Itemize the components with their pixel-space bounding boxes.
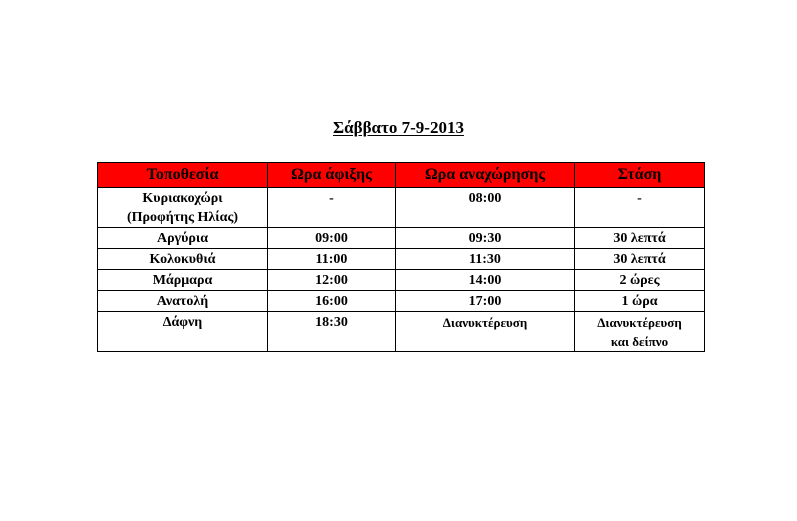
stop-text: 1 ώρα [621,294,658,309]
location-cell [98,291,268,312]
stop-cell [575,270,705,291]
departure-cell: 17:00 [396,291,575,312]
location-cell [98,228,268,249]
location-name: Μάρμαρα [152,273,213,288]
location-cell [98,249,268,270]
table-row [98,188,705,228]
arrival-cell: 12:00 [268,270,396,291]
location-name: Αργύρια [156,231,209,246]
page-title: Σάββατο 7-9-2013 [333,118,464,137]
header-location: Τοποθεσία [98,163,268,188]
table-row [98,291,705,312]
departure-cell: 08:00 [396,188,575,228]
stop-cell [575,249,705,270]
location-name: Δάφνη [162,315,203,330]
stop-cell [575,228,705,249]
stop-text: - [637,191,642,206]
table-row [98,249,705,270]
stop-text: Διανυκτέρευση [597,315,682,330]
location-name: Κυριακοχώρι [142,191,223,206]
location-subname: (Προφήτης Ηλίας) [126,210,239,225]
departure-cell: 11:30 [396,249,575,270]
table-row [98,270,705,291]
header-stop-duration: Στάση [575,163,705,188]
location-name: Ανατολή [156,294,209,309]
location-cell [98,270,268,291]
stop-text: 30 λεπτά [613,252,666,267]
location-name: Κολοκυθιά [149,252,216,267]
arrival-cell: 16:00 [268,291,396,312]
location-cell [98,312,268,352]
table-header-row [98,163,705,188]
header-arrival-time: Ωρα άφιξης [268,163,396,188]
departure-cell: Διανυκτέρευση [396,312,575,352]
stop-cell [575,291,705,312]
header-departure-time: Ωρα αναχώρησης [396,163,575,188]
arrival-cell: - [268,188,396,228]
stop-cell [575,188,705,228]
arrival-cell: 18:30 [268,312,396,352]
departure-cell: 14:00 [396,270,575,291]
stop-cell [575,312,705,352]
arrival-cell: 11:00 [268,249,396,270]
table-row [98,228,705,249]
table-row [98,312,705,352]
location-cell [98,188,268,228]
stop-text: 30 λεπτά [613,231,666,246]
stop-text-secondary: και δείπνο [610,334,669,349]
schedule-table [97,162,705,352]
stop-text: 2 ώρες [619,273,660,288]
arrival-cell: 09:00 [268,228,396,249]
departure-cell: 09:30 [396,228,575,249]
